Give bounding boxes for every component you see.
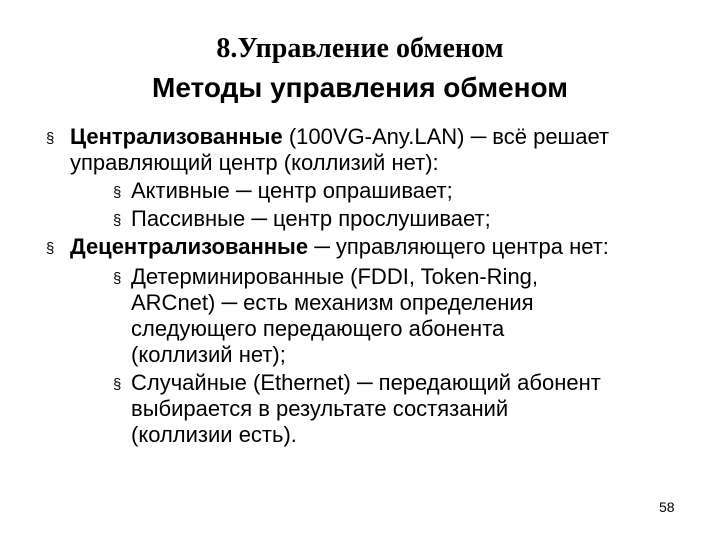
sub-item-deterministic-line4: (коллизий нет); — [131, 342, 286, 367]
page-number: 58 — [659, 499, 675, 515]
sub-item-random-line3: (коллизии есть). — [131, 422, 297, 447]
sub-item-random-line1: Случайные (Ethernet) ─ передающий абонент — [131, 370, 601, 395]
sub-item-deterministic-line3: следующего передающего абонента — [131, 316, 505, 341]
list-item-centralized — [70, 124, 609, 150]
sub-bullet-marker: § — [113, 184, 122, 201]
slide-title: 8.Управление обменом — [216, 33, 504, 64]
sub-item-passive: Пассивные ─ центр прослушивает; — [131, 206, 491, 231]
sub-item-deterministic-line2: ARCnet) ─ есть механизм определения — [131, 290, 534, 315]
list-item-decentralized — [70, 234, 609, 260]
sub-item-deterministic-line1: Детерминированные (FDDI, Token-Ring, — [131, 264, 539, 289]
bullet-marker: § — [46, 240, 55, 257]
sub-bullet-marker: § — [113, 270, 122, 287]
sub-item-random-line2: выбирается в результате состязаний — [131, 396, 509, 421]
term-decentralized: Децентрализованные — [70, 234, 309, 259]
slide-subtitle: Методы управления обменом — [152, 72, 568, 103]
item-text: (100VG-Any.LAN) ─ всё решает — [282, 124, 610, 149]
item-text: ─ управляющего центра нет: — [308, 234, 609, 259]
item-text-continued: управляющий центр (коллизий нет): — [70, 150, 439, 175]
bullet-marker: § — [46, 130, 55, 147]
term-centralized: Централизованные — [70, 124, 283, 149]
sub-bullet-marker: § — [113, 376, 122, 393]
sub-bullet-marker: § — [113, 212, 122, 229]
sub-item-active: Активные ─ центр опрашивает; — [131, 178, 453, 203]
